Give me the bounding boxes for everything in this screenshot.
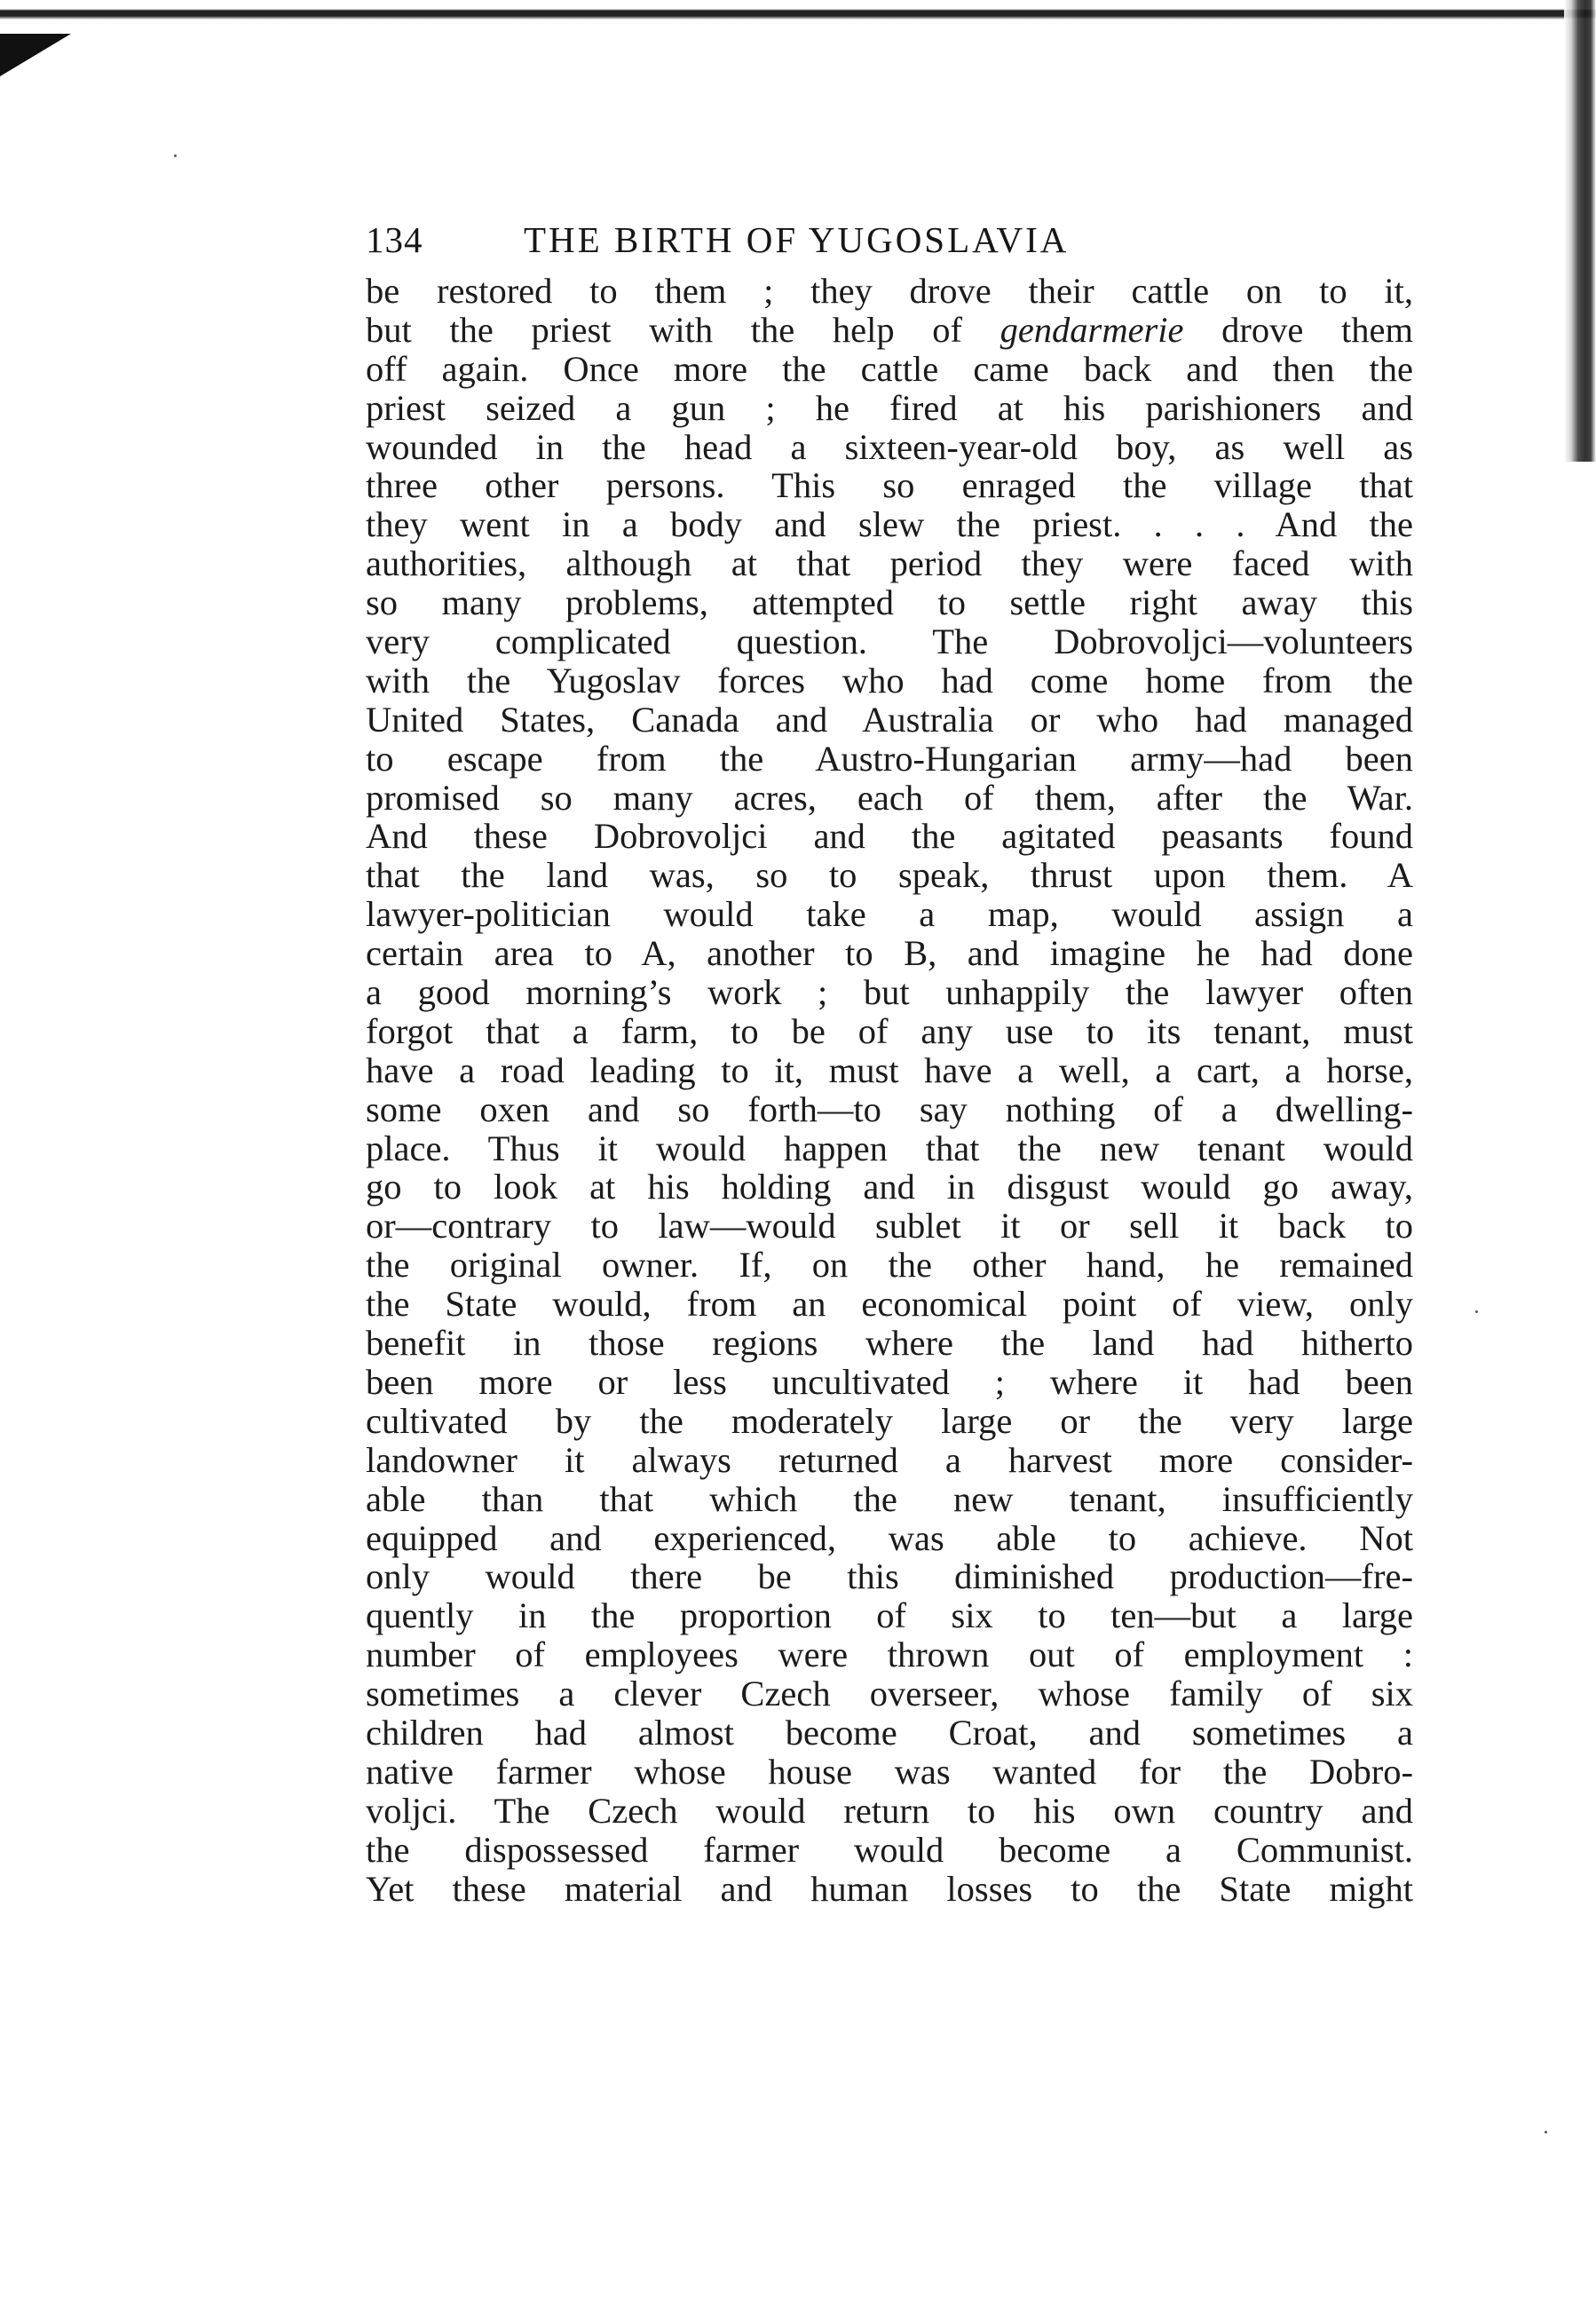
text-line: native farmer whose house was wanted for the Dobro-: [366, 1751, 1413, 1792]
text-line: go to look at his holding and in disgust would go away,: [366, 1167, 1413, 1207]
text-line: And these Dobrovoljci and the agitated peasants found: [366, 816, 1413, 857]
text-line: have a road leading to it, must have a well, a cart, a horse,: [366, 1049, 1413, 1090]
text-line: that the land was, so to speak, thrust upon them. A: [366, 855, 1413, 896]
text-line: they went in a body and slew the priest. . . . And the: [366, 504, 1413, 545]
text-line: off again. Once more the cattle came back and then the: [366, 348, 1413, 389]
text-line: landowner it always returned a harvest more consider-: [366, 1439, 1413, 1480]
running-title: THE BIRTH OF YUGOSLAVIA: [524, 219, 1070, 260]
text-line: cultivated by the moderately large or the very large: [366, 1400, 1413, 1441]
text-line: authorities, although at that period they were faced with: [366, 543, 1413, 584]
scan-speck: [1475, 1310, 1478, 1313]
page-number: 134: [366, 219, 423, 260]
text-line: children had almost become Croat, and sometimes a: [366, 1712, 1413, 1753]
text-line: priest seized a gun ; he fired at his parishioners and: [366, 387, 1413, 428]
text-line: quently in the proportion of six to ten—but a large: [366, 1595, 1413, 1636]
text-line: been more or less uncultivated ; where it had been: [366, 1361, 1413, 1402]
text-line: three other persons. This so enraged the village that: [366, 465, 1413, 506]
text-line: voljci. The Czech would return to his own country and: [366, 1790, 1413, 1831]
text-line: with the Yugoslav forces who had come home from the: [366, 660, 1413, 700]
text-line: or—contrary to law—would sublet it or sell it back to: [366, 1206, 1413, 1246]
text-line: the original owner. If, on the other hand, he remained: [366, 1245, 1413, 1286]
text-line: lawyer-politician would take a map, would assign a: [366, 894, 1413, 935]
scan-top-edge: [0, 0, 1596, 23]
text-line: forgot that a farm, to be of any use to its tenant, must: [366, 1010, 1413, 1051]
text-line: the State would, from an economical point of view, only: [366, 1284, 1413, 1325]
text-line: number of employees were thrown out of employment :: [366, 1634, 1413, 1675]
text-line: place. Thus it would happen that the new tenant would: [366, 1128, 1413, 1168]
text-line: the dispossessed farmer would become a Communist.: [366, 1829, 1413, 1870]
text-line: be restored to them ; they drove their cattle on to it,: [366, 271, 1413, 311]
text-line: so many problems, attempted to settle right away this: [366, 582, 1413, 623]
book-page: [366, 218, 1413, 1908]
text-line: United States, Canada and Australia or who had managed: [366, 699, 1413, 740]
text-line: very complicated question. The Dobrovoljci—volunteers: [366, 621, 1413, 662]
scan-corner-mark: [0, 34, 71, 76]
text-line: Yet these material and human losses to the State might: [366, 1868, 1413, 1909]
running-head: [366, 218, 1413, 272]
text-line: promised so many acres, each of them, after the War.: [366, 777, 1413, 818]
scan-right-edge: [1564, 0, 1596, 462]
text-line: able than that which the new tenant, insufficiently: [366, 1478, 1413, 1519]
text-line: to escape from the Austro-Hungarian army—had been: [366, 738, 1413, 779]
text-line: equipped and experienced, was able to achieve. Not: [366, 1517, 1413, 1558]
text-line: benefit in those regions where the land had hitherto: [366, 1323, 1413, 1364]
text-line: but the priest with the help of gendarmerie drove them: [366, 309, 1413, 350]
body-text: [366, 272, 1413, 1908]
text-line: sometimes a clever Czech overseer, whose family of six: [366, 1674, 1413, 1714]
scan-speck: [1545, 2131, 1547, 2133]
text-line: a good morning’s work ; but unhappily the lawyer often: [366, 972, 1413, 1013]
text-line: some oxen and so forth—to say nothing of a dwelling-: [366, 1088, 1413, 1129]
text-line: only would there be this diminished production—fre-: [366, 1556, 1413, 1597]
text-line: wounded in the head a sixteen-year-old boy, as well as: [366, 426, 1413, 467]
scan-speck: [174, 154, 177, 157]
text-line: certain area to A, another to B, and imagine he had done: [366, 933, 1413, 974]
